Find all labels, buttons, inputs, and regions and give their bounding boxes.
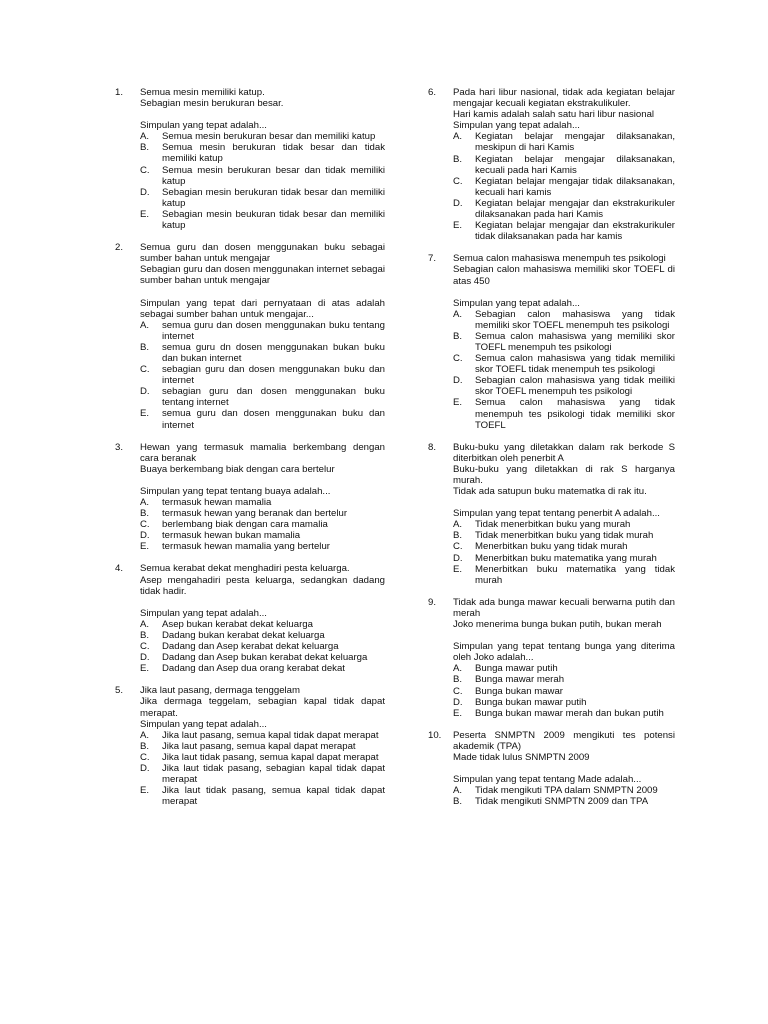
premise-text: Semua mesin memiliki katup. — [140, 87, 265, 98]
premise-text: Semua calon mahasiswa menempuh tes psikologi — [453, 253, 666, 265]
question-item — [428, 87, 675, 242]
option-text: semua guru dan dosen menggunakan buku dan internet — [162, 408, 385, 431]
answer-option — [140, 730, 385, 741]
question-item — [428, 597, 675, 719]
option-letter: A. — [453, 131, 463, 143]
question-number: 4. — [115, 563, 124, 575]
premise-text: Tidak ada satupun buku matematka di rak itu. — [453, 486, 647, 498]
question-item — [428, 730, 675, 808]
question-number: 8. — [428, 441, 437, 453]
premise-text: Sebagian calon mahasiswa memiliki skor TOEFL di atas 450 — [453, 264, 675, 287]
answer-option — [140, 131, 385, 142]
premise-text: Made tidak lulus SNMPTN 2009 — [453, 751, 590, 763]
answer-option — [453, 541, 675, 552]
option-text: Semua mesin berukuran besar dan tidak memiliki katup — [162, 164, 385, 187]
answer-option — [453, 519, 675, 530]
option-letter: D. — [140, 530, 150, 542]
option-text: Jika laut pasang, semua kapal tidak dapat merapat — [162, 729, 379, 741]
option-letter: E. — [140, 541, 150, 553]
answer-option — [140, 165, 385, 187]
option-letter: C. — [140, 164, 150, 176]
answer-option — [453, 375, 675, 397]
option-text: Bunga bukan mawar merah dan bukan putih — [475, 707, 664, 719]
option-letter: E. — [140, 208, 150, 220]
option-letter: D. — [140, 652, 150, 664]
option-letter: A. — [140, 319, 150, 331]
option-letter: D. — [453, 375, 463, 387]
question-item — [115, 87, 385, 231]
answer-option — [453, 564, 675, 586]
answer-option — [140, 741, 385, 752]
question-stem: Simpulan yang tepat dari pernyataan di atas adalah sebagai sumber bahan untuk mengajar... — [140, 297, 385, 320]
option-text: Bunga bukan mawar putih — [475, 696, 587, 708]
question-stem: Simpulan yang tepat tentang penerbit A adalah... — [453, 508, 660, 520]
option-text: Sebagian calon mahasiswa yang tidak memiliki skor TOEFL menempuh tes psikologi — [475, 308, 675, 331]
answer-option — [453, 154, 675, 176]
question-item — [115, 442, 385, 553]
premise-text: Hewan yang termasuk mamalia berkembang dengan cara beranak — [140, 441, 385, 464]
option-letter: B. — [140, 508, 150, 520]
question-stem: Simpulan yang tepat adalah... — [140, 718, 267, 730]
option-letter: C. — [140, 751, 150, 763]
answer-option — [140, 663, 385, 674]
option-letter: D. — [453, 696, 463, 708]
answer-option — [453, 674, 675, 685]
question-item — [428, 442, 675, 586]
option-text: Sebagian calon mahasiswa yang tidak meiliki skor TOEFL menempuh tes psikologi — [475, 375, 675, 398]
answer-option — [140, 364, 385, 386]
option-text: Semua calon mahasiswa yang tidak memiliki skor TOEFL tidak menempuh tes psikologi — [475, 353, 675, 376]
answer-option — [453, 553, 675, 564]
option-text: Dadang dan Asep dua orang kerabat dekat — [162, 663, 345, 675]
option-text: Menerbitkan buku matematika yang tidak murah — [475, 563, 675, 586]
answer-option — [453, 785, 675, 796]
option-text: Kegiatan belajar mengajar dilaksanakan, meskipun di hari Kamis — [475, 131, 675, 154]
question-stem: Simpulan yang tepat adalah... — [453, 297, 580, 309]
option-text: Kegiatan belajar mengajar dan ekstrakurikuler dilaksanakan pada hari Kamis — [475, 197, 675, 221]
answer-option — [140, 342, 385, 364]
option-text: Tidak mengikuti TPA dalam SNMPTN 2009 — [475, 785, 658, 797]
option-text: Semua calon mahasiswa yang memiliki skor TOEFL menempuh tes psikologi — [475, 330, 675, 353]
option-text: Tidak menerbitkan buku yang murah — [475, 519, 631, 531]
premise-text: Hari kamis adalah salah satu hari libur nasional — [453, 109, 655, 121]
option-text: Jika laut tidak pasang, semua kapal dapat merapat — [162, 751, 379, 763]
answer-option — [453, 697, 675, 708]
option-letter: B. — [453, 530, 463, 542]
question-item — [115, 563, 385, 674]
answer-option — [140, 530, 385, 541]
answer-option — [453, 708, 675, 719]
question-stem: Simpulan yang tepat tentang Made adalah... — [453, 774, 642, 786]
question-number: 2. — [115, 242, 124, 254]
option-text: Dadang dan Asep bukan kerabat dekat keluarga — [162, 652, 368, 664]
option-text: Sebagian mesin beukuran tidak besar dan memiliki katup — [162, 208, 385, 232]
option-letter: B. — [140, 740, 150, 752]
option-letter: E. — [453, 397, 463, 409]
option-letter: C. — [453, 541, 463, 553]
answer-option — [140, 619, 385, 630]
premise-text: Jika laut pasang, dermaga tenggelam — [140, 685, 300, 697]
option-text: berlembang biak dengan cara mamalia — [162, 519, 328, 531]
option-letter: D. — [453, 197, 463, 209]
answer-option — [140, 785, 385, 807]
option-letter: A. — [140, 729, 150, 741]
answer-option — [140, 386, 385, 408]
premise-text: Buku-buku yang diletakkan di rak S harganya murah. — [453, 463, 675, 486]
option-text: Jika laut tidak pasang, sebagian kapal tidak dapat merapat — [162, 762, 385, 786]
option-text: Menerbitkan buku matematika yang murah — [475, 552, 657, 564]
option-text: Sebagian mesin berukuran tidak besar dan memiliki katup — [162, 186, 385, 209]
answer-option — [453, 331, 675, 353]
question-number: 1. — [115, 87, 124, 98]
premise-text: Joko menerima bunga bukan putih, bukan merah — [453, 619, 662, 631]
option-letter: C. — [140, 641, 150, 653]
premise-text: Sebagian guru dan dosen menggunakan internet sebagai sumber bahan untuk mengajar — [140, 264, 385, 287]
option-text: termasuk hewan mamalia yang bertelur — [162, 541, 330, 553]
answer-option — [453, 663, 675, 674]
answer-option — [140, 408, 385, 430]
question-number: 7. — [428, 253, 437, 265]
option-letter: B. — [453, 674, 463, 686]
option-letter: A. — [453, 785, 463, 797]
spacer — [140, 475, 385, 486]
question-item — [115, 685, 385, 807]
option-text: termasuk hewan bukan mamalia — [162, 530, 301, 542]
option-text: semua guru dan dosen menggunakan buku tentang internet — [162, 319, 385, 342]
question-number: 9. — [428, 596, 437, 608]
option-text: Bunga bukan mawar — [475, 685, 563, 697]
option-text: Dadang dan Asep kerabat dekat keluarga — [162, 641, 339, 653]
option-letter: B. — [453, 796, 463, 808]
answer-option — [453, 131, 675, 153]
answer-option — [140, 519, 385, 530]
question-number: 3. — [115, 441, 124, 453]
question-stem: Simpulan yang tepat adalah... — [140, 120, 267, 132]
option-letter: C. — [453, 685, 463, 697]
option-text: termasuk hewan mamalia — [162, 497, 272, 508]
answer-option — [140, 209, 385, 231]
option-text: Jika laut tidak pasang, semua kapal tidak dapat merapat — [162, 785, 385, 808]
question-number: 10. — [428, 729, 442, 741]
option-text: Jika laut pasang, semua kapal dapat merapat — [162, 740, 356, 752]
spacer — [453, 763, 675, 774]
premise-text: Pada hari libur nasional, tidak ada kegiatan belajar mengajar kecuali kegiatan ekstrakulikuler. — [453, 87, 675, 110]
premise-text: Sebagian mesin berukuran besar. — [140, 98, 284, 110]
option-text: sebagian guru dan dosen menggunakan buku dan internet — [162, 364, 385, 387]
answer-option — [140, 187, 385, 209]
premise-text: Buaya berkembang biak dengan cara bertelur — [140, 463, 335, 475]
question-stem: Simpulan yang tepat tentang buaya adalah... — [140, 485, 331, 497]
question-stem: Simpulan yang tepat tentang bunga yang diterima oleh Joko adalah... — [453, 641, 675, 664]
option-letter: E. — [453, 220, 463, 232]
option-letter: A. — [140, 497, 150, 508]
spacer — [453, 630, 675, 641]
premise-text: Semua guru dan dosen menggunakan buku sebagai sumber bahan untuk mengajar — [140, 242, 385, 265]
option-letter: A. — [453, 663, 463, 675]
answer-option — [453, 198, 675, 220]
option-letter: E. — [453, 707, 463, 719]
option-letter: D. — [140, 386, 150, 398]
option-letter: C. — [140, 519, 150, 531]
option-letter: C. — [453, 175, 463, 187]
answer-option — [140, 752, 385, 763]
answer-option — [453, 530, 675, 541]
option-letter: B. — [453, 153, 463, 165]
spacer — [140, 597, 385, 608]
option-letter: A. — [453, 308, 463, 320]
option-letter: B. — [140, 341, 150, 353]
answer-option — [140, 508, 385, 519]
premise-text: Buku-buku yang diletakkan dalam rak berkode S diterbitkan oleh penerbit A — [453, 441, 675, 464]
answer-option — [140, 763, 385, 785]
option-text: Bunga mawar merah — [475, 674, 565, 686]
premise-text: Asep mengahadiri pesta keluarga, sedangkan dadang tidak hadir. — [140, 574, 385, 597]
answer-option — [453, 686, 675, 697]
option-text: Tidak menerbitkan buku yang tidak murah — [475, 530, 654, 542]
option-letter: D. — [453, 552, 463, 564]
option-text: sebagian guru dan dosen menggunakan buku tentang internet — [162, 386, 385, 409]
right-column — [428, 87, 675, 818]
option-letter: B. — [140, 629, 150, 641]
answer-option — [453, 796, 675, 807]
option-letter: E. — [453, 563, 463, 575]
option-text: Kegiatan belajar mengajar dan ekstrakurikuler tidak dilaksanakan pada har kamis — [475, 220, 675, 243]
question-number: 5. — [115, 685, 124, 697]
option-text: Tidak mengikuti SNMPTN 2009 dan TPA — [475, 796, 649, 808]
answer-option — [453, 220, 675, 242]
answer-option — [453, 309, 675, 331]
premise-text: Jika dermaga teggelam, sebagian kapal tidak dapat merapat. — [140, 696, 385, 719]
answer-option — [140, 541, 385, 552]
option-letter: A. — [140, 618, 150, 630]
option-text: Semua mesin berukuran tidak besar dan tidak memiliki katup — [162, 142, 385, 165]
option-text: Dadang bukan kerabat dekat keluarga — [162, 629, 325, 641]
answer-option — [453, 397, 675, 430]
option-letter: E. — [140, 785, 150, 797]
option-letter: A. — [140, 131, 150, 143]
question-number: 6. — [428, 87, 437, 98]
answer-option — [453, 176, 675, 198]
premise-text: Peserta SNMPTN 2009 mengikuti tes potensi akademik (TPA) — [453, 729, 675, 752]
option-text: termasuk hewan yang beranak dan bertelur — [162, 508, 348, 520]
option-letter: D. — [140, 762, 150, 774]
option-text: Kegiatan belajar mengajar dilaksanakan, kecuali pada hari Kamis — [475, 153, 675, 176]
answer-option — [140, 497, 385, 508]
option-text: Semua mesin berukuran besar dan memiliki katup — [162, 131, 376, 143]
option-letter: D. — [140, 186, 150, 198]
option-letter: E. — [140, 408, 150, 420]
answer-option — [140, 142, 385, 164]
option-letter: A. — [453, 519, 463, 531]
option-letter: C. — [140, 364, 150, 376]
left-column — [115, 87, 385, 818]
option-letter: B. — [453, 330, 463, 342]
spacer — [453, 497, 675, 508]
answer-option — [140, 320, 385, 342]
option-letter: C. — [453, 353, 463, 365]
option-text: Semua calon mahasiswa yang tidak menempuh tes psikologi tidak memiliki skor TOEFL — [475, 397, 675, 431]
question-stem: Simpulan yang tepat adalah... — [453, 120, 580, 132]
option-letter: E. — [140, 663, 150, 675]
question-item — [428, 253, 675, 430]
spacer — [453, 287, 675, 298]
answer-option — [140, 630, 385, 641]
answer-option — [140, 652, 385, 663]
spacer — [140, 287, 385, 298]
option-text: Menerbitkan buku yang tidak murah — [475, 541, 628, 553]
option-text: Bunga mawar putih — [475, 663, 558, 675]
premise-text: Tidak ada bunga mawar kecuali berwarna putih dan merah — [453, 596, 675, 619]
answer-option — [140, 641, 385, 652]
premise-text: Semua kerabat dekat menghadiri pesta keluarga. — [140, 563, 350, 575]
option-text: Kegiatan belajar mengajar tidak dilaksanakan, kecuali hari kamis — [475, 175, 675, 198]
spacer — [140, 109, 385, 120]
answer-option — [453, 353, 675, 375]
option-text: Asep bukan kerabat dekat keluarga — [162, 618, 313, 630]
question-stem: Simpulan yang tepat adalah... — [140, 607, 267, 619]
option-letter: B. — [140, 142, 150, 154]
question-item — [115, 242, 385, 431]
option-text: semua guru dn dosen menggunakan bukan buku dan bukan internet — [162, 341, 385, 364]
